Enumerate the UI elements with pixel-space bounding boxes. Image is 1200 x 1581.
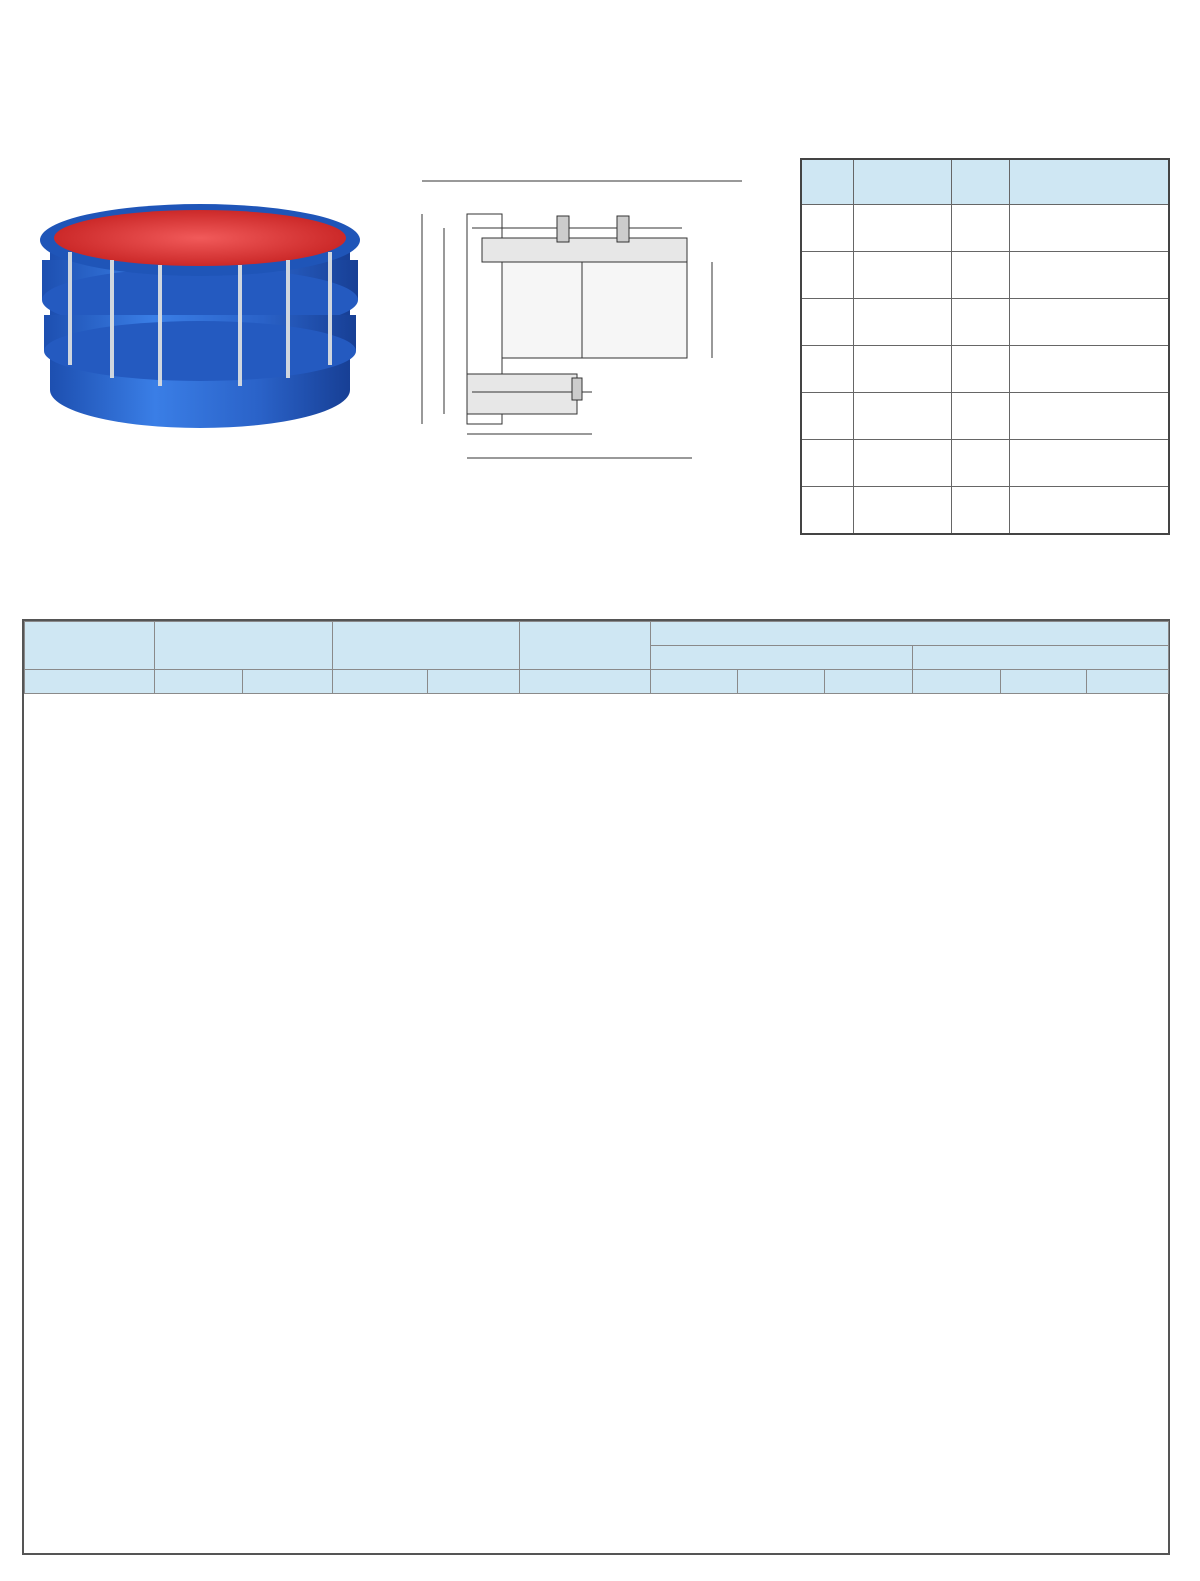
header-dn-code <box>25 670 155 694</box>
technical-drawing <box>382 166 782 476</box>
subheader <box>738 670 825 694</box>
col-header <box>951 159 1009 205</box>
subheader <box>913 670 1001 694</box>
part-material <box>1009 393 1169 440</box>
dimensions-table <box>24 621 1169 694</box>
header-10mpa <box>913 646 1169 670</box>
part-name <box>853 393 951 440</box>
parts-table <box>800 158 1170 535</box>
subheader <box>1087 670 1169 694</box>
subheader <box>428 670 520 694</box>
header-06mpa <box>651 646 913 670</box>
header-outline <box>333 622 520 670</box>
product-photo <box>30 190 370 450</box>
subheader <box>155 670 243 694</box>
parts-row <box>801 487 1169 535</box>
part-no <box>801 393 853 440</box>
col-header <box>1009 159 1169 205</box>
subheader <box>825 670 913 694</box>
part-qty <box>951 440 1009 487</box>
col-header <box>853 159 951 205</box>
part-no <box>801 440 853 487</box>
part-name <box>853 299 951 346</box>
subheader <box>520 670 651 694</box>
part-name <box>853 205 951 252</box>
part-no <box>801 299 853 346</box>
subheader <box>651 670 738 694</box>
part-no <box>801 205 853 252</box>
col-header <box>801 159 853 205</box>
part-qty <box>951 487 1009 535</box>
part-qty <box>951 393 1009 440</box>
parts-row <box>801 252 1169 299</box>
part-qty <box>951 252 1009 299</box>
part-material <box>1009 346 1169 393</box>
part-no <box>801 487 853 535</box>
header-pipe <box>155 622 333 670</box>
part-no <box>801 252 853 299</box>
parts-header-row <box>801 159 1169 205</box>
parts-row <box>801 393 1169 440</box>
part-material <box>1009 252 1169 299</box>
dimensions-table-frame <box>22 619 1170 1555</box>
part-name <box>853 252 951 299</box>
parts-row <box>801 205 1169 252</box>
part-qty <box>951 299 1009 346</box>
part-material <box>1009 299 1169 346</box>
part-qty <box>951 205 1009 252</box>
subheader <box>333 670 428 694</box>
part-no <box>801 346 853 393</box>
parts-row <box>801 346 1169 393</box>
part-material <box>1009 205 1169 252</box>
parts-row <box>801 299 1169 346</box>
parts-row <box>801 440 1169 487</box>
header-dn <box>25 622 155 670</box>
part-name <box>853 346 951 393</box>
part-material <box>1009 440 1169 487</box>
header-stroke <box>520 622 651 670</box>
subheader <box>1001 670 1087 694</box>
part-name <box>853 440 951 487</box>
part-name <box>853 487 951 535</box>
header-flange <box>651 622 1169 646</box>
part-qty <box>951 346 1009 393</box>
part-material <box>1009 487 1169 535</box>
subheader <box>243 670 333 694</box>
